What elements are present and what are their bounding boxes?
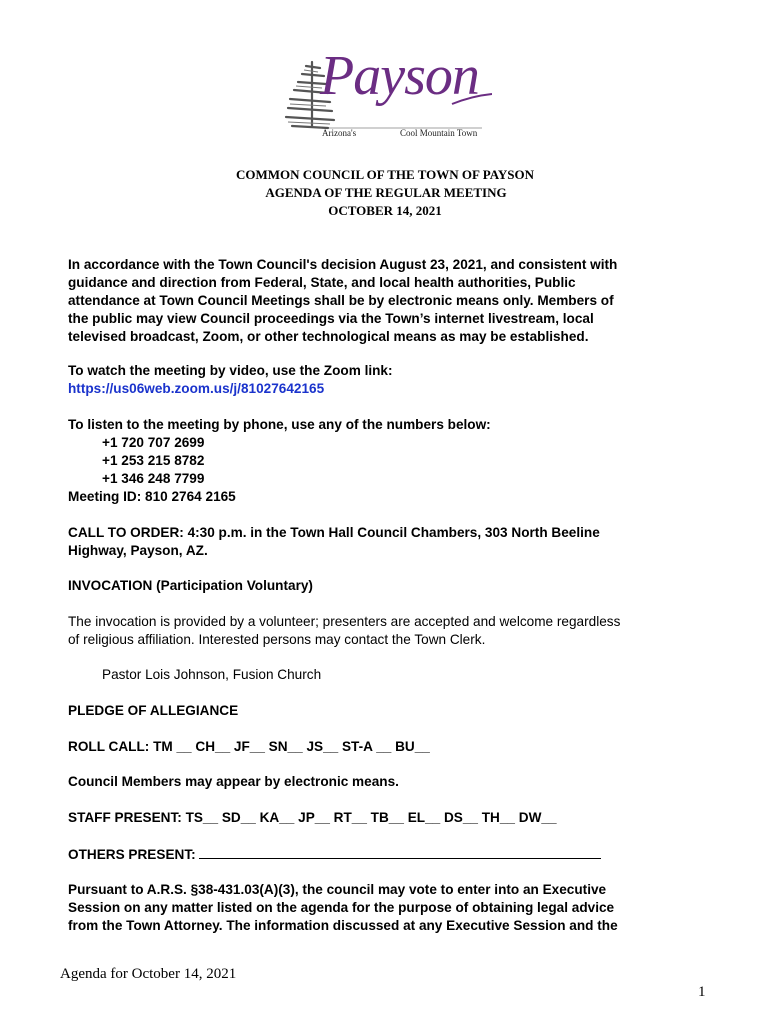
video-label: To watch the meeting by video, use the Zoom link: <box>68 363 393 378</box>
header-date: OCTOBER 14, 2021 <box>328 203 442 218</box>
call-to-order-line: Highway, Payson, AZ. <box>68 543 208 558</box>
zoom-link[interactable]: https://us06web.zoom.us/j/81027642165 <box>68 381 325 396</box>
others-present-blank <box>199 845 601 859</box>
executive-session-notice <box>68 881 702 935</box>
executive-line: Pursuant to A.R.S. §38-431.03(A)(3), the council may vote to enter into an Executive <box>68 882 607 897</box>
invocation-presenter <box>68 666 736 684</box>
phone-label: To listen to the meeting by phone, use any of the numbers below: <box>68 417 491 432</box>
notice-line: guidance and direction from Federal, State, and local health authorities, Public <box>68 275 576 290</box>
logo-tagline-right: Cool Mountain Town <box>400 128 478 138</box>
page-footer: Agenda for October 14, 2021 <box>60 966 237 982</box>
executive-line: Session on any matter listed on the agenda for the purpose of obtaining legal advice <box>68 900 615 915</box>
invocation-line: The invocation is provided by a volunteer; presenters are accepted and welcome regardless <box>68 614 621 629</box>
executive-line: from the Town Attorney. The information discussed at any Executive Session and the <box>68 918 618 933</box>
electronic-attendance-notice <box>68 256 702 346</box>
phone-section <box>68 416 702 506</box>
call-to-order <box>68 524 702 560</box>
staff-present: STAFF PRESENT: TS__ SD__ KA__ JP__ RT__ TB__ EL__ DS__ TH__ DW__ <box>68 810 557 825</box>
header-line: COMMON COUNCIL OF THE TOWN OF PAYSON <box>235 167 535 182</box>
notice-line: televised broadcast, Zoom, or other technological means as may be established. <box>68 329 589 344</box>
header-line: AGENDA OF THE REGULAR MEETING <box>265 185 507 200</box>
phone-number: +1 720 707 2699 <box>102 435 205 450</box>
agenda-header <box>0 166 770 220</box>
notice-line: In accordance with the Town Council's decision August 23, 2021, and consistent with <box>68 257 618 272</box>
call-to-order-line: CALL TO ORDER: 4:30 p.m. in the Town Hall Council Chambers, 303 North Beeline <box>68 525 600 540</box>
page-number: 1 <box>698 984 706 1000</box>
pledge-heading: PLEDGE OF ALLEGIANCE <box>68 703 239 718</box>
invocation-line: of religious affiliation. Interested persons may contact the Town Clerk. <box>68 632 486 647</box>
logo-wordmark: Payson <box>320 45 479 107</box>
video-section <box>68 362 702 398</box>
others-present <box>68 845 702 864</box>
others-present-label: OTHERS PRESENT: <box>68 847 196 862</box>
logo-tagline-left: Arizona's <box>322 128 357 138</box>
notice-line: the public may view Council proceedings via the Town’s internet livestream, local <box>68 311 594 326</box>
phone-number: +1 253 215 8782 <box>102 453 205 468</box>
roll-call: ROLL CALL: TM __ CH__ JF__ SN__ JS__ ST-A __ BU__ <box>68 739 430 754</box>
phone-number: +1 346 248 7799 <box>102 471 205 486</box>
notice-line: attendance at Town Council Meetings shall be by electronic means only. Members of <box>68 293 614 308</box>
invocation-description <box>68 613 702 649</box>
invocation-heading: INVOCATION (Participation Voluntary) <box>68 578 313 593</box>
council-note: Council Members may appear by electronic means. <box>68 774 399 789</box>
town-logo <box>282 45 492 144</box>
meeting-id: Meeting ID: 810 2764 2165 <box>68 489 236 504</box>
presenter-name: Pastor Lois Johnson, Fusion Church <box>102 667 322 682</box>
